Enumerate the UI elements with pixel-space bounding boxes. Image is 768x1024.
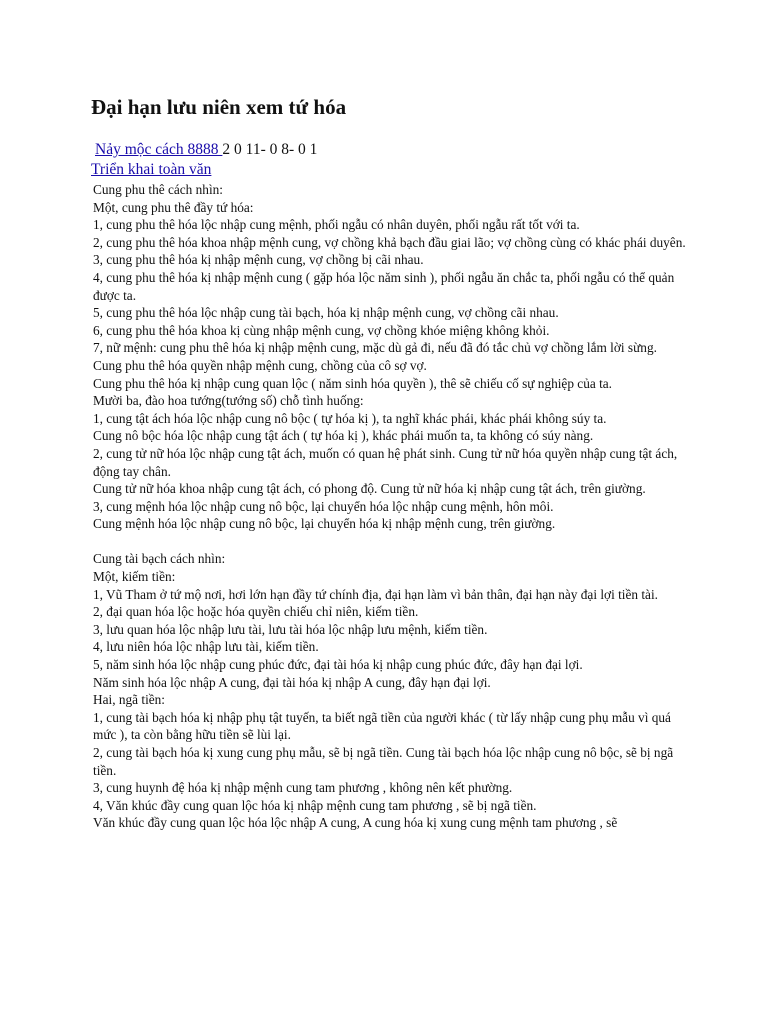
paragraph: 5, cung phu thê hóa lộc nhập cung tài bạch, hóa kị nhập mệnh cung, vợ chồng cãi nhau.: [93, 305, 559, 321]
paragraph: 2, cung phu thê hóa khoa nhập mệnh cung, vợ chồng khả bạch đầu giai lão; vợ chồng cùng có khác phái duyên.: [93, 234, 686, 250]
paragraph: Cung phu thê cách nhìn:: [93, 182, 223, 197]
paragraph: 5, năm sinh hóa lộc nhập cung phúc đức, đại tài hóa kị nhập cung phúc đức, đây hạn đại lợi.: [93, 657, 583, 673]
paragraph: Văn khúc đầy cung quan lộc hóa lộc nhập A cung, A cung hóa kị xung cung mệnh tam phương , sẽ: [93, 815, 618, 831]
paragraph: Cung mệnh hóa lộc nhập cung nô bộc, lại chuyển hóa kị nhập mệnh cung, trên giường.: [93, 516, 556, 532]
paragraph: Cung tài bạch cách nhìn:: [93, 551, 226, 567]
paragraph: 4, lưu niên hóa lộc nhập lưu tài, kiếm tiền.: [93, 639, 319, 655]
paragraph: 2, cung tài bạch hóa kị xung cung phụ mẫu, sẽ bị ngã tiền. Cung tài bạch hóa lộc nhập cung nô bộc, sẽ bị ngã tiền.: [93, 745, 674, 778]
paragraph: 1, cung tài bạch hóa kị nhập phụ tật tuyến, ta biết ngã tiền của người khác ( từ lấy nhập cung phụ mẫu vì quá mức ), ta còn bằng hữu tiền sẽ lùi lại.: [93, 709, 671, 743]
paragraph: Cung nô bộc hóa lộc nhập cung tật ách ( tự hóa kị ), khác phái muốn ta, ta không có súy nàng.: [93, 428, 594, 444]
paragraph: 3, cung huynh đệ hóa kị nhập mệnh cung tam phương , không nên kết phường.: [93, 780, 513, 796]
paragraph: Hai, ngã tiền:: [93, 692, 166, 708]
blank-line: [93, 533, 693, 551]
paragraph: 2, đại quan hóa lộc hoặc hóa quyền chiếu chỉ niên, kiếm tiền.: [93, 604, 419, 620]
paragraph: 3, lưu quan hóa lộc nhập lưu tài, lưu tài hóa lộc nhập lưu mệnh, kiếm tiền.: [93, 621, 488, 637]
paragraph: 3, cung mệnh hóa lộc nhập cung nô bộc, lại chuyển hóa lộc nhập cung mệnh, hôn môi.: [93, 498, 554, 514]
paragraph: 4, cung phu thê hóa kị nhập mệnh cung ( gặp hóa lộc năm sinh ), phối ngẫu ăn chắc ta, phối ngẫu có thể quản được ta.: [93, 269, 675, 303]
paragraph: Năm sinh hóa lộc nhập A cung, đại tài hóa kị nhập A cung, đây hạn đại lợi.: [93, 674, 491, 690]
byline: [95, 140, 317, 159]
paragraph: 1, cung phu thê hóa lộc nhập cung mệnh, phối ngẫu có nhân duyên, phối ngẫu rất tốt với ta.: [93, 217, 580, 233]
paragraph: 1, cung tật ách hóa lộc nhập cung nô bộc ( tự hóa kị ), ta nghĩ khác phái, khác phái không súy ta.: [93, 410, 607, 426]
publish-date: 2 0 11- 0 8- 0 1: [222, 141, 318, 158]
paragraph: Cung tử nữ hóa khoa nhập cung tật ách, có phong độ. Cung tử nữ hóa kị nhập cung tật ách, trên giường.: [93, 481, 646, 497]
paragraph: 6, cung phu thê hóa khoa kị cùng nhập mệnh cung, vợ chồng khóe miệng không khỏi.: [93, 322, 550, 338]
paragraph: 1, Vũ Tham ở tứ mộ nơi, hơi lớn hạn đầy tứ chính địa, đại hạn làm vì bản thân, đại hạn này đại lợi tiền tài.: [93, 586, 658, 602]
paragraph: 4, Văn khúc đầy cung quan lộc hóa kị nhập mệnh cung tam phương , sẽ bị ngã tiền.: [93, 797, 537, 813]
paragraph: Cung phu thê hóa kị nhập cung quan lộc ( năm sinh hóa quyền ), thê sẽ chiếu cố sự nghiệp của ta.: [93, 375, 613, 391]
document-body: [93, 181, 693, 832]
document-title: Đại hạn lưu niên xem tứ hóa: [91, 95, 347, 119]
paragraph: 3, cung phu thê hóa kị nhập mệnh cung, vợ chồng bị cãi nhau.: [93, 252, 424, 268]
paragraph: 7, nữ mệnh: cung phu thê hóa kị nhập mệnh cung, mặc dù gả đi, nếu đã đó tắc chủ vợ chồng lắm lời sừng.: [93, 340, 657, 356]
paragraph: 2, cung tử nữ hóa lộc nhập cung tật ách, muốn có quan hệ phát sinh. Cung tử nữ hóa quyền nhập cung tật ách, động tay chân.: [93, 445, 678, 479]
paragraph: Mười ba, đào hoa tướng(tướng số) chỗ tình huống:: [93, 393, 364, 409]
paragraph: Một, cung phu thê đầy tứ hóa:: [93, 199, 254, 215]
paragraph: Một, kiếm tiền:: [93, 569, 176, 585]
paragraph: Cung phu thê hóa quyền nhập mệnh cung, chồng của cô sợ vợ.: [93, 357, 427, 373]
expand-full-text-link[interactable]: Triển khai toàn văn: [91, 161, 212, 178]
author-link[interactable]: Nảy mộc cách 8888: [95, 141, 223, 158]
